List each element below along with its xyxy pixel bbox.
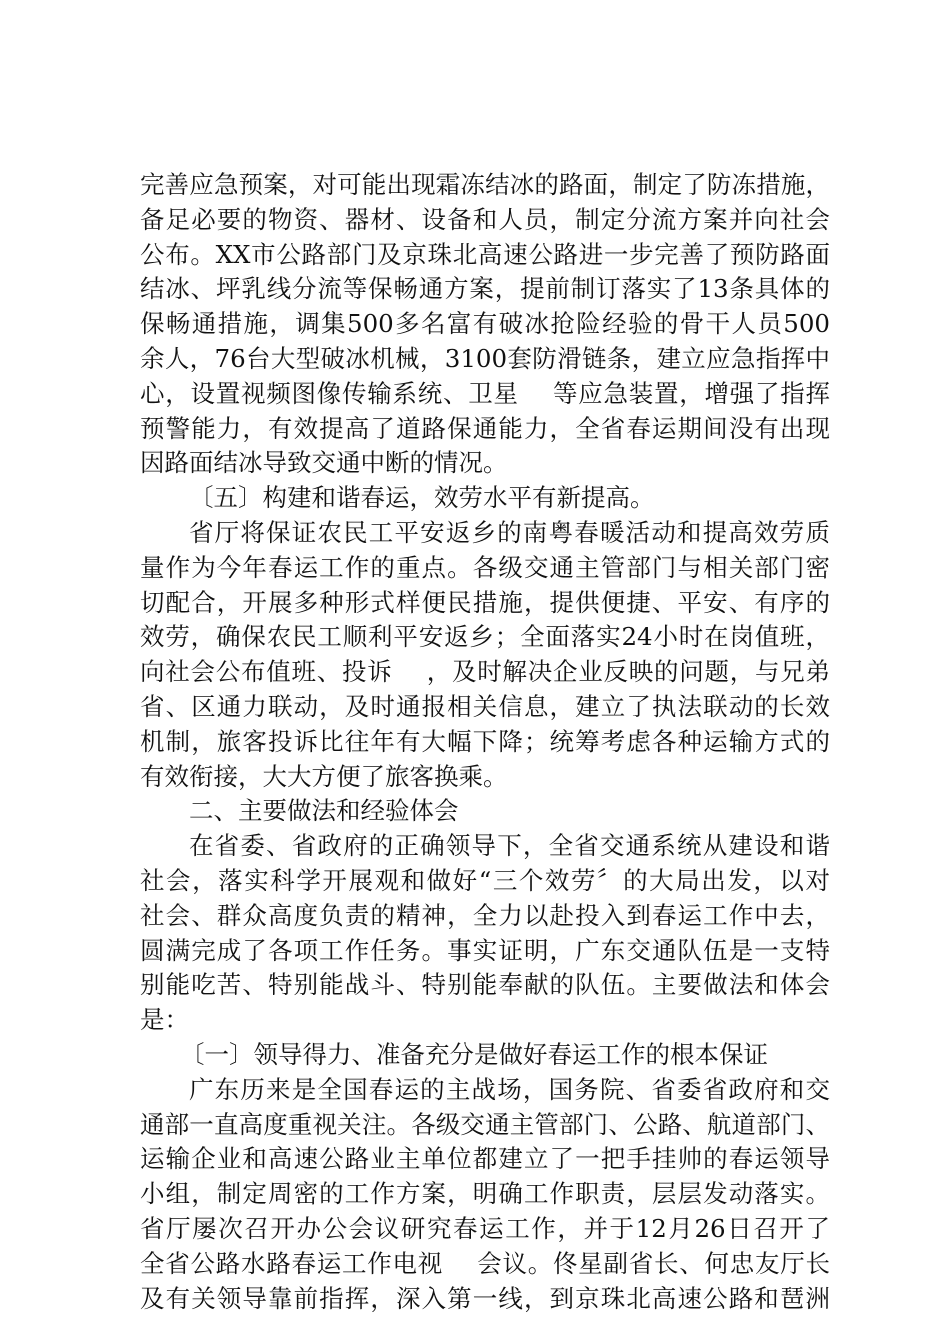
text-line: 向社会公布值班、投诉 ，及时解决企业反映的问题，与兄弟 — [140, 657, 830, 687]
text-line: 社会、群众高度负责的精神，全力以赴投入到春运工作中去， — [140, 900, 830, 930]
text-line: 全省公路水路春运工作电视 会议。佟星副省长、何忠友厅长 — [140, 1248, 830, 1278]
paragraph-start: 省厅将保证农民工平安返乡的南粤春暖活动和提高效劳质 — [189, 517, 830, 547]
text-line: 结冰、坪乳线分流等保畅通方案，提前制订落实了13条具体的 — [140, 274, 830, 304]
text-line: 圆满完成了各项工作任务。事实证明，广东交通队伍是一支特 — [140, 935, 830, 965]
text-line: 是： — [140, 1005, 189, 1035]
text-line: 量作为今年春运工作的重点。各级交通主管部门与相关部门密 — [140, 552, 830, 582]
text-line: 余人，76台大型破冰机械，3100套防滑链条，建立应急指挥中 — [140, 343, 830, 373]
text-line: 通部一直高度重视关注。各级交通主管部门、公路、航道部门、 — [140, 1109, 830, 1139]
text-line: 省厅屡次召开办公会议研究春运工作，并于12月26日召开了 — [140, 1213, 830, 1243]
text-line: 社会，落实科学开展观和做好“三个效劳〞的大局出发，以对 — [140, 865, 830, 895]
text-line: 保畅通措施，调集500多名富有破冰抢险经验的骨干人员500 — [140, 309, 830, 339]
text-line: 别能吃苦、特别能战斗、特别能奉献的队伍。主要做法和体会 — [140, 970, 830, 1000]
text-line: 心，设置视频图像传输系统、卫星 等应急装置，增强了指挥 — [140, 378, 830, 408]
paragraph-start: 广东历来是全国春运的主战场，国务院、省委省政府和交 — [189, 1074, 830, 1104]
document-page — [140, 168, 830, 1316]
section-heading: 二、主要做法和经验体会 — [189, 796, 459, 826]
text-line: 公布。XX市公路部门及京珠北高速公路进一步完善了预防路面 — [140, 239, 830, 269]
text-line: 省、区通力联动，及时通报相关信息，建立了执法联动的长效 — [140, 691, 830, 721]
text-line: 效劳，确保农民工顺利平安返乡；全面落实24小时在岗值班， — [140, 622, 830, 652]
section-heading: 〔一〕领导得力、准备充分是做好春运工作的根本保证 — [180, 1039, 768, 1069]
paragraph-start: 在省委、省政府的正确领导下，全省交通系统从建设和谐 — [189, 831, 830, 861]
text-line: 运输企业和高速公路业主单位都建立了一把手挂帅的春运领导 — [140, 1144, 830, 1174]
text-line: 完善应急预案，对可能出现霜冻结冰的路面，制定了防冻措施， — [140, 170, 830, 199]
text-line: 切配合，开展多种形式样便民措施，提供便捷、平安、有序的 — [140, 587, 830, 617]
text-line: 及有关领导靠前指挥，深入第一线，到京珠北高速公路和琶洲 — [140, 1283, 830, 1313]
text-line: 备足必要的物资、器材、设备和人员，制定分流方案并向社会 — [140, 204, 830, 234]
text-line: 小组，制定周密的工作方案，明确工作职责，层层发动落实。 — [140, 1179, 830, 1209]
text-line: 机制，旅客投诉比往年有大幅下降；统筹考虑各种运输方式的 — [140, 726, 830, 756]
section-heading: 〔五〕构建和谐春运，效劳水平有新提高。 — [189, 483, 655, 513]
text-line: 因路面结冰导致交通中断的情况。 — [140, 448, 508, 478]
text-line: 有效衔接，大大方便了旅客换乘。 — [140, 761, 508, 791]
text-line: 预警能力，有效提高了道路保通能力，全省春运期间没有出现 — [140, 413, 830, 443]
